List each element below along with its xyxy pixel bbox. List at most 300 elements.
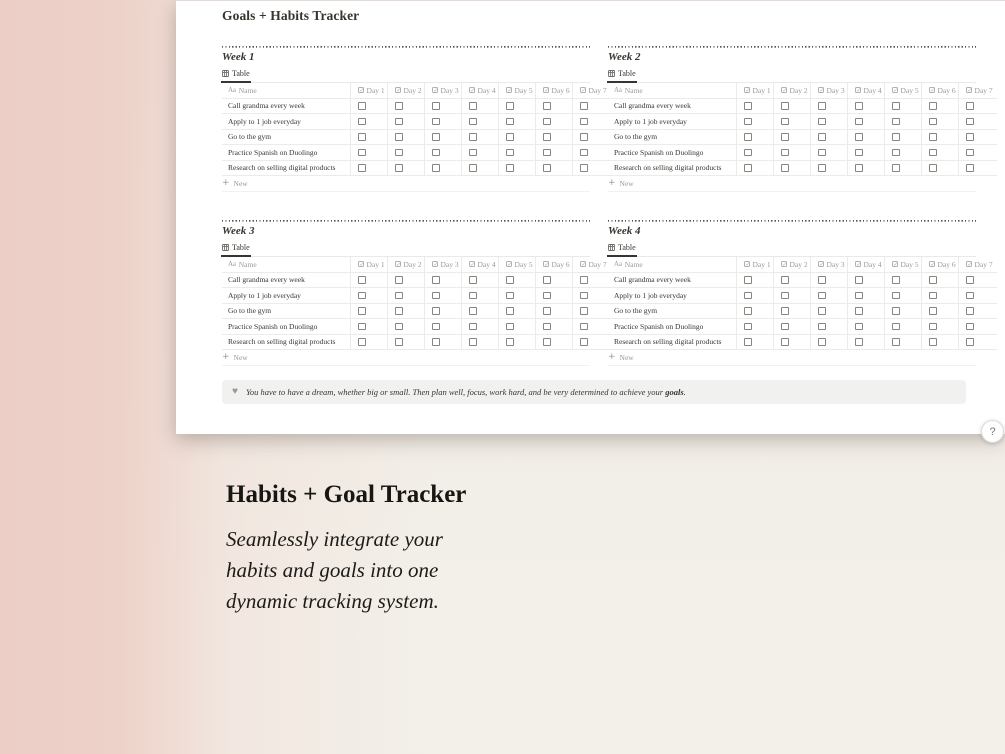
- week-title: Week 2: [608, 51, 641, 63]
- day-checkbox[interactable]: [543, 307, 551, 315]
- column-header-day[interactable]: [736, 83, 773, 98]
- column-header-day[interactable]: [847, 257, 884, 272]
- table-view-tab-label: Table: [232, 69, 250, 78]
- day-checkbox[interactable]: [358, 323, 366, 331]
- day-checkbox[interactable]: [469, 133, 477, 141]
- day-checkbox[interactable]: [744, 149, 752, 157]
- day-checkbox[interactable]: [855, 307, 863, 315]
- new-row-label: New: [233, 179, 248, 188]
- day-cell: [387, 335, 424, 350]
- day-cell: [884, 99, 921, 114]
- day-checkbox[interactable]: [966, 149, 974, 157]
- day-checkbox[interactable]: [781, 292, 789, 300]
- day-checkbox[interactable]: [818, 164, 826, 172]
- day-checkbox[interactable]: [966, 338, 974, 346]
- day-checkbox[interactable]: [855, 276, 863, 284]
- habit-name-cell[interactable]: Apply to 1 job everyday: [228, 116, 301, 126]
- day-checkbox[interactable]: [580, 149, 588, 157]
- checkbox-property-icon: [966, 87, 972, 93]
- day-checkbox[interactable]: [432, 307, 440, 315]
- day-checkbox[interactable]: [358, 102, 366, 110]
- day-column-label: Day 6: [937, 259, 956, 269]
- day-checkbox[interactable]: [744, 292, 752, 300]
- day-checkbox[interactable]: [432, 149, 440, 157]
- day-checkbox[interactable]: [855, 149, 863, 157]
- day-cell: [498, 288, 535, 303]
- checkbox-property-icon: [395, 261, 401, 267]
- day-cell: [958, 145, 995, 160]
- column-header-day[interactable]: [773, 83, 810, 98]
- day-cell: [958, 161, 995, 176]
- day-checkbox[interactable]: [966, 323, 974, 331]
- column-header-day[interactable]: [572, 257, 609, 272]
- column-header-day[interactable]: [387, 257, 424, 272]
- day-checkbox[interactable]: [781, 118, 789, 126]
- habit-name-cell[interactable]: Research on selling digital products: [228, 337, 336, 347]
- day-checkbox[interactable]: [543, 118, 551, 126]
- table-header-row: [608, 257, 997, 273]
- day-checkbox[interactable]: [781, 164, 789, 172]
- column-header-day[interactable]: [535, 257, 572, 272]
- day-checkbox[interactable]: [580, 133, 588, 141]
- day-checkbox[interactable]: [506, 323, 514, 331]
- column-header-day[interactable]: [958, 83, 995, 98]
- day-column-label: Day 2: [789, 85, 808, 95]
- column-header-day[interactable]: [884, 257, 921, 272]
- week-section: [608, 220, 993, 366]
- day-checkbox[interactable]: [469, 276, 477, 284]
- day-checkbox[interactable]: [892, 149, 900, 157]
- day-checkbox[interactable]: [469, 118, 477, 126]
- name-column-label: Name: [624, 85, 643, 95]
- day-checkbox[interactable]: [744, 118, 752, 126]
- checkbox-property-icon: [395, 87, 401, 93]
- checkbox-property-icon: [966, 261, 972, 267]
- day-checkbox[interactable]: [506, 164, 514, 172]
- day-checkbox[interactable]: [855, 118, 863, 126]
- day-checkbox[interactable]: [580, 164, 588, 172]
- day-checkbox[interactable]: [506, 133, 514, 141]
- day-checkbox[interactable]: [744, 133, 752, 141]
- new-row-button[interactable]: [608, 176, 976, 192]
- day-checkbox[interactable]: [469, 323, 477, 331]
- day-checkbox[interactable]: [506, 102, 514, 110]
- day-cell: [810, 145, 847, 160]
- day-checkbox[interactable]: [929, 164, 937, 172]
- habit-row: [222, 288, 611, 304]
- day-cell: [535, 335, 572, 350]
- habit-row: [608, 273, 997, 289]
- day-checkbox[interactable]: [506, 338, 514, 346]
- day-cell: [736, 335, 773, 350]
- day-checkbox[interactable]: [358, 118, 366, 126]
- day-checkbox[interactable]: [469, 338, 477, 346]
- day-cell: [424, 130, 461, 145]
- column-header-day[interactable]: [736, 257, 773, 272]
- day-checkbox[interactable]: [358, 338, 366, 346]
- column-header-day[interactable]: [958, 257, 995, 272]
- day-checkbox[interactable]: [892, 118, 900, 126]
- day-checkbox[interactable]: [432, 276, 440, 284]
- habit-row: [222, 161, 611, 177]
- day-column-label: Day 5: [900, 259, 919, 269]
- day-cell: [958, 304, 995, 319]
- day-checkbox[interactable]: [543, 292, 551, 300]
- column-header-name[interactable]: [222, 260, 350, 269]
- day-cell: [810, 335, 847, 350]
- day-cell: [350, 145, 387, 160]
- day-checkbox[interactable]: [543, 338, 551, 346]
- week-grid: [222, 46, 993, 366]
- day-checkbox[interactable]: [781, 133, 789, 141]
- habit-name-cell[interactable]: Call grandma every week: [614, 101, 691, 111]
- table-view-tab[interactable]: [222, 243, 250, 252]
- day-cell: [958, 130, 995, 145]
- day-column-label: Day 3: [440, 85, 459, 95]
- view-tab-bar: [608, 69, 976, 83]
- habit-name-cell[interactable]: Practice Spanish on Duolingo: [614, 147, 704, 157]
- day-cell: [921, 114, 958, 129]
- dotted-divider: [608, 46, 976, 48]
- day-checkbox[interactable]: [580, 323, 588, 331]
- column-header-day[interactable]: [810, 83, 847, 98]
- day-column-label: Day 7: [588, 85, 607, 95]
- column-header-day[interactable]: [498, 257, 535, 272]
- day-checkbox[interactable]: [929, 338, 937, 346]
- day-checkbox[interactable]: [469, 164, 477, 172]
- checkbox-property-icon: [929, 261, 935, 267]
- day-checkbox[interactable]: [818, 133, 826, 141]
- day-checkbox[interactable]: [966, 292, 974, 300]
- column-header-name[interactable]: [608, 260, 736, 269]
- habit-name-cell[interactable]: Research on selling digital products: [228, 163, 336, 173]
- day-cell: [461, 288, 498, 303]
- habit-name-cell[interactable]: Apply to 1 job everyday: [228, 290, 301, 300]
- day-cell: [535, 288, 572, 303]
- day-checkbox[interactable]: [432, 102, 440, 110]
- day-checkbox[interactable]: [469, 102, 477, 110]
- day-checkbox[interactable]: [781, 102, 789, 110]
- habit-name-cell[interactable]: Practice Spanish on Duolingo: [228, 321, 318, 331]
- day-column-label: Day 1: [752, 85, 771, 95]
- day-checkbox[interactable]: [506, 307, 514, 315]
- column-header-day[interactable]: [498, 83, 535, 98]
- column-header-name[interactable]: [608, 86, 736, 95]
- table-view-tab[interactable]: [608, 69, 636, 78]
- day-checkbox[interactable]: [818, 292, 826, 300]
- new-row-label: New: [233, 353, 248, 362]
- day-checkbox[interactable]: [395, 292, 403, 300]
- habit-name-cell[interactable]: Apply to 1 job everyday: [614, 116, 687, 126]
- day-checkbox[interactable]: [580, 118, 588, 126]
- column-header-day[interactable]: [921, 83, 958, 98]
- plus-icon: +: [222, 352, 230, 362]
- day-checkbox[interactable]: [855, 102, 863, 110]
- day-checkbox[interactable]: [966, 164, 974, 172]
- habit-table: [608, 257, 993, 350]
- day-cell: [350, 161, 387, 176]
- day-checkbox[interactable]: [543, 133, 551, 141]
- day-checkbox[interactable]: [469, 292, 477, 300]
- habit-name-cell[interactable]: Go to the gym: [228, 132, 272, 142]
- day-cell: [424, 288, 461, 303]
- day-checkbox[interactable]: [929, 276, 937, 284]
- day-checkbox[interactable]: [432, 323, 440, 331]
- day-checkbox[interactable]: [395, 133, 403, 141]
- column-header-day[interactable]: [387, 83, 424, 98]
- day-column-label: Day 3: [440, 259, 459, 269]
- day-checkbox[interactable]: [395, 149, 403, 157]
- day-checkbox[interactable]: [929, 323, 937, 331]
- day-checkbox[interactable]: [395, 323, 403, 331]
- day-column-label: Day 4: [477, 259, 496, 269]
- day-cell: [884, 161, 921, 176]
- day-checkbox[interactable]: [580, 102, 588, 110]
- new-row-button[interactable]: [222, 350, 590, 366]
- day-checkbox[interactable]: [929, 102, 937, 110]
- day-checkbox[interactable]: [358, 307, 366, 315]
- column-header-day[interactable]: [572, 83, 609, 98]
- help-button[interactable]: ?: [981, 420, 1004, 443]
- day-checkbox[interactable]: [818, 102, 826, 110]
- habit-row: [222, 99, 611, 115]
- hero-heading: Habits + Goal Tracker: [226, 481, 467, 508]
- day-checkbox[interactable]: [432, 164, 440, 172]
- day-cell: [773, 288, 810, 303]
- column-header-day[interactable]: [350, 257, 387, 272]
- day-checkbox[interactable]: [818, 323, 826, 331]
- day-checkbox[interactable]: [543, 276, 551, 284]
- day-checkbox[interactable]: [469, 149, 477, 157]
- column-header-day[interactable]: [535, 83, 572, 98]
- day-checkbox[interactable]: [744, 338, 752, 346]
- checkbox-property-icon: [892, 87, 898, 93]
- day-checkbox[interactable]: [580, 276, 588, 284]
- day-cell: [810, 161, 847, 176]
- day-checkbox[interactable]: [892, 133, 900, 141]
- habit-name-cell[interactable]: Call grandma every week: [614, 275, 691, 285]
- day-checkbox[interactable]: [781, 307, 789, 315]
- day-checkbox[interactable]: [818, 276, 826, 284]
- table-icon: [222, 70, 229, 77]
- day-checkbox[interactable]: [818, 149, 826, 157]
- day-checkbox[interactable]: [506, 276, 514, 284]
- column-header-day[interactable]: [461, 257, 498, 272]
- column-header-day[interactable]: [773, 257, 810, 272]
- new-row-button[interactable]: [222, 176, 590, 192]
- day-checkbox[interactable]: [781, 323, 789, 331]
- habit-name-cell[interactable]: Call grandma every week: [228, 275, 305, 285]
- column-header-name[interactable]: [222, 86, 350, 95]
- habit-name-cell[interactable]: Go to the gym: [614, 132, 658, 142]
- day-checkbox[interactable]: [395, 118, 403, 126]
- week-title: Week 4: [608, 225, 641, 237]
- day-checkbox[interactable]: [543, 323, 551, 331]
- day-cell: [958, 99, 995, 114]
- day-cell: [773, 130, 810, 145]
- checkbox-property-icon: [543, 87, 549, 93]
- plus-icon: +: [222, 178, 230, 188]
- day-checkbox[interactable]: [929, 118, 937, 126]
- day-checkbox[interactable]: [966, 133, 974, 141]
- habit-name-cell[interactable]: Go to the gym: [228, 306, 272, 316]
- habit-name-cell[interactable]: Go to the gym: [614, 306, 658, 316]
- column-header-day[interactable]: [921, 257, 958, 272]
- day-cell: [572, 304, 609, 319]
- day-cell: [736, 114, 773, 129]
- day-checkbox[interactable]: [818, 118, 826, 126]
- day-checkbox[interactable]: [966, 276, 974, 284]
- table-icon: [608, 70, 615, 77]
- day-checkbox[interactable]: [432, 118, 440, 126]
- hero-subheading: Seamlessly integrate your habits and goals into one dynamic tracking system.: [226, 527, 443, 613]
- day-checkbox[interactable]: [781, 338, 789, 346]
- day-checkbox[interactable]: [892, 307, 900, 315]
- day-cell: [424, 99, 461, 114]
- day-checkbox[interactable]: [469, 307, 477, 315]
- day-checkbox[interactable]: [892, 164, 900, 172]
- day-cell: [884, 335, 921, 350]
- day-checkbox[interactable]: [395, 338, 403, 346]
- day-checkbox[interactable]: [966, 307, 974, 315]
- day-checkbox[interactable]: [580, 307, 588, 315]
- new-row-label: New: [619, 179, 634, 188]
- habit-name-cell[interactable]: Call grandma every week: [228, 101, 305, 111]
- habit-name-cell[interactable]: Practice Spanish on Duolingo: [614, 321, 704, 331]
- column-header-day[interactable]: [424, 257, 461, 272]
- day-checkbox[interactable]: [543, 102, 551, 110]
- day-cell: [847, 288, 884, 303]
- day-checkbox[interactable]: [966, 102, 974, 110]
- day-cell: [736, 319, 773, 334]
- day-cell: [350, 288, 387, 303]
- day-checkbox[interactable]: [929, 292, 937, 300]
- day-checkbox[interactable]: [892, 276, 900, 284]
- day-checkbox[interactable]: [358, 292, 366, 300]
- day-checkbox[interactable]: [855, 133, 863, 141]
- day-checkbox[interactable]: [781, 149, 789, 157]
- day-checkbox[interactable]: [358, 164, 366, 172]
- day-column-label: Day 1: [366, 259, 385, 269]
- day-checkbox[interactable]: [358, 133, 366, 141]
- day-checkbox[interactable]: [855, 338, 863, 346]
- day-checkbox[interactable]: [929, 149, 937, 157]
- day-checkbox[interactable]: [892, 102, 900, 110]
- day-cell: [572, 319, 609, 334]
- column-header-day[interactable]: [461, 83, 498, 98]
- day-checkbox[interactable]: [506, 292, 514, 300]
- day-checkbox[interactable]: [543, 164, 551, 172]
- table-view-tab[interactable]: [608, 243, 636, 252]
- day-checkbox[interactable]: [580, 338, 588, 346]
- habit-name-cell[interactable]: Apply to 1 job everyday: [614, 290, 687, 300]
- day-cell: [958, 288, 995, 303]
- day-cell: [424, 304, 461, 319]
- day-checkbox[interactable]: [432, 292, 440, 300]
- habit-name-cell[interactable]: Practice Spanish on Duolingo: [228, 147, 318, 157]
- day-checkbox[interactable]: [892, 323, 900, 331]
- day-cell: [572, 114, 609, 129]
- day-checkbox[interactable]: [395, 307, 403, 315]
- day-cell: [884, 304, 921, 319]
- day-checkbox[interactable]: [744, 276, 752, 284]
- day-checkbox[interactable]: [818, 338, 826, 346]
- day-column-label: Day 1: [366, 85, 385, 95]
- column-header-day[interactable]: [424, 83, 461, 98]
- habit-name-cell[interactable]: Research on selling digital products: [614, 163, 722, 173]
- day-cell: [498, 273, 535, 288]
- day-column-label: Day 1: [752, 259, 771, 269]
- day-checkbox[interactable]: [744, 164, 752, 172]
- day-checkbox[interactable]: [395, 164, 403, 172]
- day-cell: [773, 145, 810, 160]
- day-checkbox[interactable]: [358, 149, 366, 157]
- day-cell: [535, 161, 572, 176]
- day-checkbox[interactable]: [966, 118, 974, 126]
- day-checkbox[interactable]: [929, 133, 937, 141]
- habit-name-cell[interactable]: Research on selling digital products: [614, 337, 722, 347]
- checkbox-property-icon: [744, 87, 750, 93]
- column-header-day[interactable]: [847, 83, 884, 98]
- day-checkbox[interactable]: [818, 307, 826, 315]
- day-cell: [498, 304, 535, 319]
- day-checkbox[interactable]: [892, 292, 900, 300]
- text-property-icon: Aa: [228, 86, 236, 95]
- day-checkbox[interactable]: [543, 149, 551, 157]
- day-checkbox[interactable]: [506, 118, 514, 126]
- column-header-day[interactable]: [810, 257, 847, 272]
- day-cell: [387, 114, 424, 129]
- column-header-day[interactable]: [884, 83, 921, 98]
- day-cell: [810, 319, 847, 334]
- table-view-tab[interactable]: [222, 69, 250, 78]
- day-cell: [736, 288, 773, 303]
- new-row-button[interactable]: [608, 350, 976, 366]
- day-checkbox[interactable]: [744, 102, 752, 110]
- day-checkbox[interactable]: [395, 102, 403, 110]
- habit-row: [608, 304, 997, 320]
- day-checkbox[interactable]: [892, 338, 900, 346]
- checkbox-property-icon: [580, 87, 586, 93]
- checkbox-property-icon: [744, 261, 750, 267]
- day-cell: [921, 304, 958, 319]
- day-cell: [847, 304, 884, 319]
- day-checkbox[interactable]: [855, 323, 863, 331]
- day-checkbox[interactable]: [929, 307, 937, 315]
- day-cell: [461, 319, 498, 334]
- name-column-label: Name: [238, 259, 257, 269]
- day-checkbox[interactable]: [744, 323, 752, 331]
- day-cell: [350, 273, 387, 288]
- day-cell: [921, 145, 958, 160]
- day-checkbox[interactable]: [395, 276, 403, 284]
- day-checkbox[interactable]: [580, 292, 588, 300]
- heart-icon: ♥: [232, 386, 238, 397]
- day-checkbox[interactable]: [781, 276, 789, 284]
- day-checkbox[interactable]: [358, 276, 366, 284]
- day-checkbox[interactable]: [432, 133, 440, 141]
- day-checkbox[interactable]: [855, 164, 863, 172]
- day-checkbox[interactable]: [744, 307, 752, 315]
- day-checkbox[interactable]: [506, 149, 514, 157]
- habit-table: [608, 83, 993, 176]
- week-section: [222, 220, 607, 366]
- day-checkbox[interactable]: [432, 338, 440, 346]
- column-header-day[interactable]: [350, 83, 387, 98]
- day-cell: [350, 130, 387, 145]
- day-checkbox[interactable]: [855, 292, 863, 300]
- day-cell: [387, 99, 424, 114]
